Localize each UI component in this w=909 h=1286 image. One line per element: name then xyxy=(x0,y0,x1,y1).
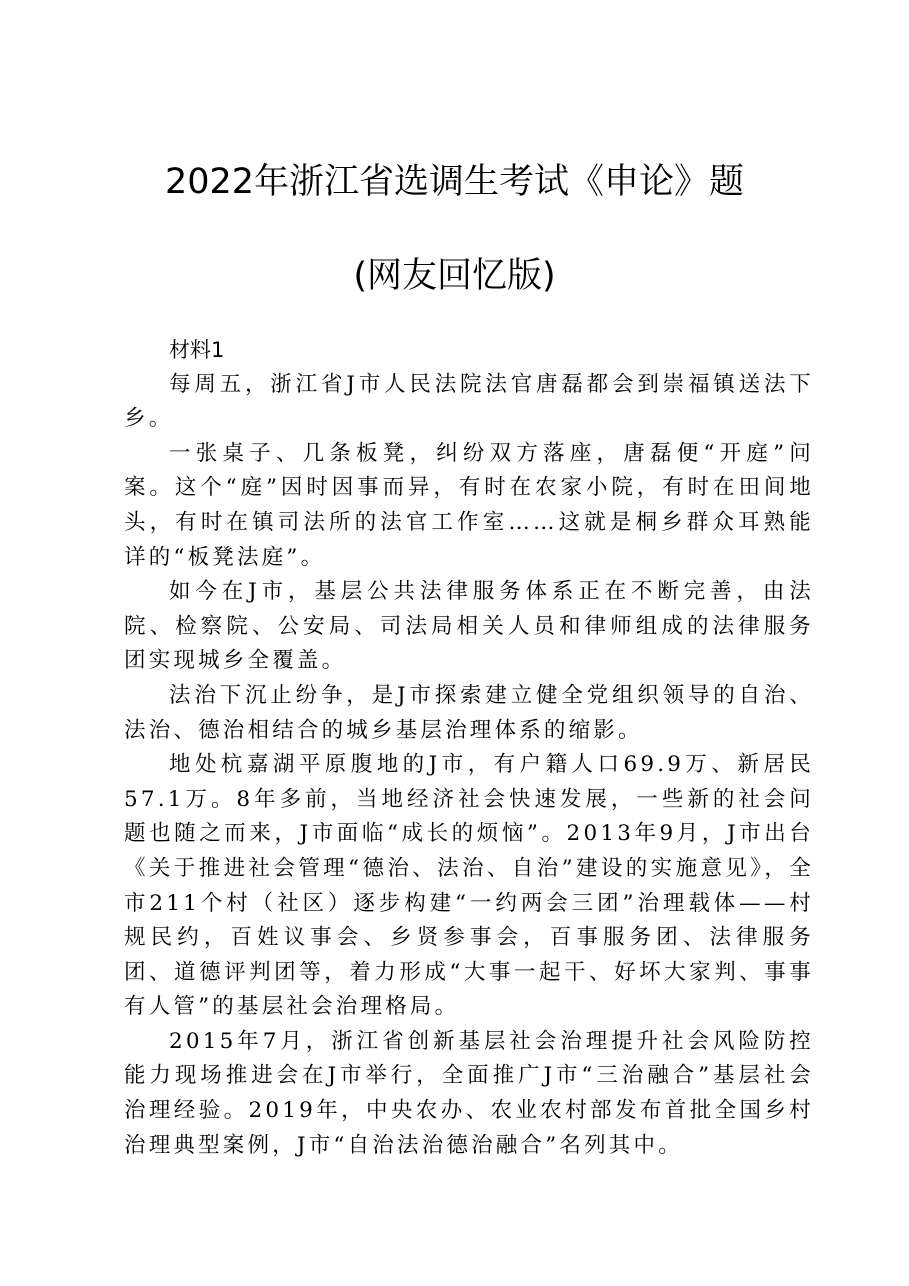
document-subtitle: (网友回忆版) xyxy=(353,256,556,296)
paragraph-2: 一张桌子、几条板凳，纠纷双方落座，唐磊便“开庭”问案。这个“庭”因时因事而异，有时在农家小院，有时在田间地头，有时在镇司法所的法官工作室……这就是桐乡群众耳熟能详的“板凳法庭”。 xyxy=(124,440,814,570)
paragraph-4: 法治下沉止纷争，是J市探索建立健全党组织领导的自治、法治、德治相结合的城乡基层治理体系的缩影。 xyxy=(124,682,814,743)
paragraph-6: 2015年7月，浙江省创新基层社会治理提升社会风险防控能力现场推进会在J市举行，全面推广J市“三治融合”基层社会治理经验。2019年，中央农办、农业农村部发布首批全国乡村治理典型案例，J市“自治法治德治融合”名列其中。 xyxy=(124,1028,814,1158)
document-title: 2022年浙江省选调生考试《申论》题 xyxy=(164,162,745,202)
paragraph-1: 每周五，浙江省J市人民法院法官唐磊都会到崇福镇送法下乡。 xyxy=(124,371,814,432)
document-body xyxy=(124,333,814,1163)
paragraph-3: 如今在J市，基层公共法律服务体系正在不断完善，由法院、检察院、公安局、司法局相关人员和律师组成的法律服务团实现城乡全覆盖。 xyxy=(124,579,814,674)
section-label: 材料1 xyxy=(169,338,225,362)
paragraph-5: 地处杭嘉湖平原腹地的J市，有户籍人口69.9万、新居民57.1万。8年多前，当地经济社会快速发展，一些新的社会问题也随之而来，J市面临“成长的烦恼”。2013年9月，J市出台《关于推进社会管理“德治、法治、自治”建设的实施意见》，全市211个村（社区）逐步构建“一约两会三团”治理载体——村规民约，百姓议事会、乡贤参事会，百事服务团、法律服务团、道德评判团等，着力形成“大事一起干、好坏大家判、事事有人管”的基层社会治理格局。 xyxy=(124,752,814,1020)
